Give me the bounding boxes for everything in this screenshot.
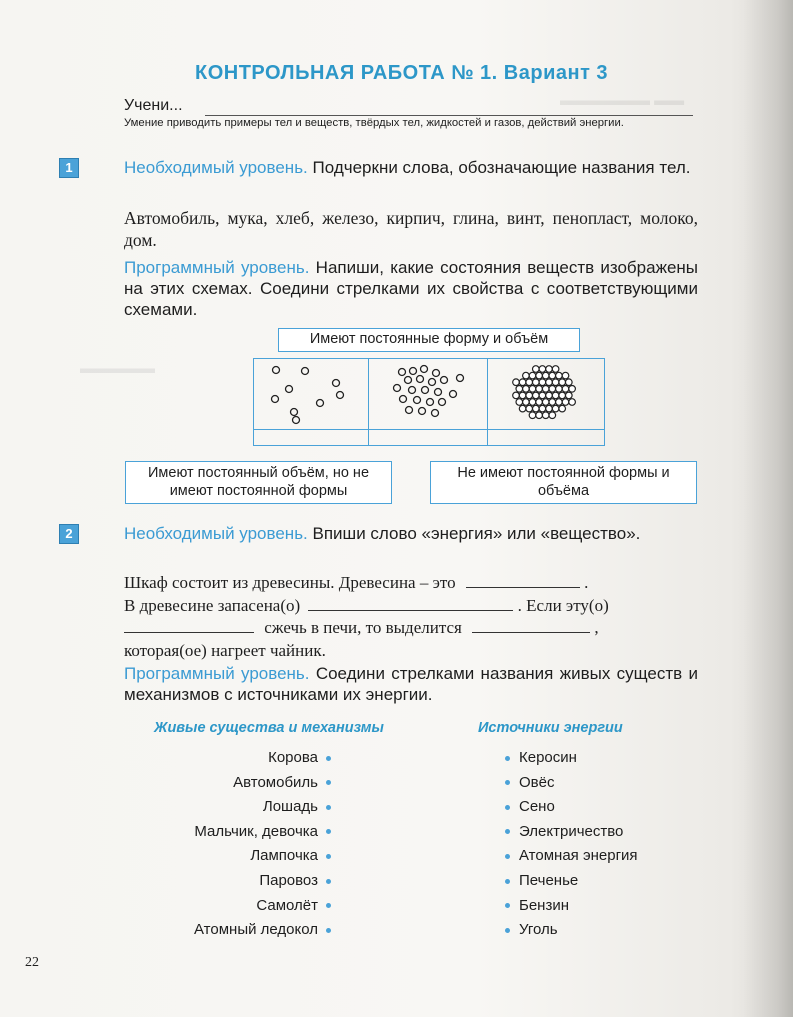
answer-blank[interactable] xyxy=(124,617,254,633)
list-item-label: Уголь xyxy=(519,921,558,939)
list-item[interactable] xyxy=(194,918,331,943)
instruction-text: Соедини стрелками названия живых существ и механизмов с источниками их энергии. xyxy=(124,664,698,704)
answer-blank[interactable] xyxy=(472,617,590,633)
connector-dot[interactable] xyxy=(326,879,331,884)
task2-level2-instruction xyxy=(124,663,698,705)
connector-dot[interactable] xyxy=(505,854,510,859)
connector-dot[interactable] xyxy=(326,903,331,908)
connector-dot[interactable] xyxy=(326,756,331,761)
sources-list xyxy=(505,746,638,943)
list-item[interactable] xyxy=(505,918,638,943)
task1-level2-instruction xyxy=(124,257,698,320)
answer-blank[interactable] xyxy=(308,595,513,611)
list-item-label: Самолёт xyxy=(256,896,318,914)
level-label: Программный уровень. xyxy=(124,664,310,683)
skill-note: Умение приводить примеры тел и веществ, твёрдых тел, жидкостей и газов, действий энергии. xyxy=(124,117,624,129)
sentence-text: , xyxy=(594,618,599,637)
task2-fill-sentences xyxy=(124,572,698,662)
page-number: 22 xyxy=(25,955,39,970)
property-box-liquid[interactable]: Имеют постоянный объём, но не имеют постоянной формы xyxy=(125,461,392,504)
list-item[interactable] xyxy=(505,795,638,820)
connector-dot[interactable] xyxy=(505,756,510,761)
page-fold-shadow xyxy=(743,0,793,1017)
list-item[interactable] xyxy=(505,820,638,845)
connector-dot[interactable] xyxy=(326,805,331,810)
liquid-scheme xyxy=(394,366,464,417)
list-item[interactable] xyxy=(194,894,331,919)
list-item[interactable] xyxy=(505,894,638,919)
connector-dot[interactable] xyxy=(505,903,510,908)
list-item-label: Автомобиль xyxy=(233,773,318,791)
level-label: Программный уровень. xyxy=(124,258,310,277)
connector-dot[interactable] xyxy=(326,780,331,785)
list-item[interactable] xyxy=(194,746,331,771)
sentence-text: . Если эту(о) xyxy=(517,595,609,615)
list-item[interactable] xyxy=(194,869,331,894)
solid-scheme xyxy=(513,366,576,419)
list-item-label: Печенье xyxy=(519,871,579,889)
list-item-label: Лошадь xyxy=(262,798,318,816)
instruction-text: Напиши, какие состояния веществ изображены на этих схемах. Соедини стрелками их свойства с соответствующими схемами. xyxy=(124,258,699,319)
list-item[interactable] xyxy=(194,795,331,820)
list-item-label: Сено xyxy=(519,798,555,816)
level-label: Необходимый уровень. xyxy=(124,524,308,543)
particle-diagrams xyxy=(254,359,604,429)
property-box-solid[interactable]: Имеют постоянные форму и объём xyxy=(278,328,580,352)
list-item-label: Атомная энергия xyxy=(519,847,638,865)
property-box-gas[interactable]: Не имеют постоянной формы и объёма xyxy=(430,461,697,504)
column-header-sources: Источники энергии xyxy=(478,720,623,736)
connector-dot[interactable] xyxy=(505,805,510,810)
list-item-label: Корова xyxy=(268,749,318,766)
task-number-badge: 1 xyxy=(59,158,79,178)
list-item-label: Лампочка xyxy=(250,847,318,865)
list-item[interactable] xyxy=(505,746,638,771)
list-item-label: Паровоз xyxy=(259,871,318,889)
column-header-beings: Живые существа и механизмы xyxy=(154,720,384,736)
sentence-text: которая(ое) нагреет чайник. xyxy=(124,640,326,660)
connector-dot[interactable] xyxy=(505,780,510,785)
list-item[interactable] xyxy=(505,869,638,894)
list-item-label: Овёс xyxy=(519,773,555,791)
connector-dot[interactable] xyxy=(326,854,331,859)
gas-scheme xyxy=(272,367,344,424)
answer-blank[interactable] xyxy=(466,572,580,588)
list-item-label: Бензин xyxy=(519,896,570,914)
task-number-badge: 2 xyxy=(59,524,79,544)
connector-dot[interactable] xyxy=(505,928,510,933)
sentence-text: Шкаф состоит из древесины. Древесина – это xyxy=(124,573,456,592)
beings-list xyxy=(194,746,331,943)
connector-dot[interactable] xyxy=(505,829,510,834)
list-item[interactable] xyxy=(194,820,331,845)
matter-state-schemes xyxy=(253,358,605,446)
connector-dot[interactable] xyxy=(326,928,331,933)
list-item-label: Керосин xyxy=(519,749,577,766)
bleed-through-text: ▬▬▬▬▬▬ ▬▬ xyxy=(560,92,685,109)
task2-level1-instruction xyxy=(124,523,698,544)
instruction-text: Подчеркни слова, обозначающие названия тел. xyxy=(312,158,691,177)
connector-dot[interactable] xyxy=(505,879,510,884)
bleed-through-text: ▬▬▬▬▬ xyxy=(80,360,155,377)
list-item[interactable] xyxy=(194,844,331,869)
list-item-label: Атомный ледокол xyxy=(194,921,318,939)
list-item[interactable] xyxy=(194,771,331,796)
instruction-text: Впиши слово «энергия» или «вещество». xyxy=(312,524,641,543)
list-item[interactable] xyxy=(505,771,638,796)
connector-dot[interactable] xyxy=(326,829,331,834)
sentence-text: В древесине запасена(о) xyxy=(124,595,301,615)
list-item-label: Электричество xyxy=(519,822,624,840)
student-name-label: Учени... xyxy=(124,97,183,114)
level-label: Необходимый уровень. xyxy=(124,158,308,177)
page-title: КОНТРОЛЬНАЯ РАБОТА № 1. Вариант 3 xyxy=(195,62,609,84)
sentence-text: сжечь в печи, то выделится xyxy=(264,618,462,637)
task1-word-list[interactable]: Автомобиль, мука, хлеб, железо, кирпич, глина, винт, пенопласт, молоко, дом. xyxy=(124,208,698,250)
list-item-label: Мальчик, девочка xyxy=(194,822,318,840)
task1-level1-instruction xyxy=(124,157,698,178)
sentence-text: . xyxy=(584,573,589,592)
list-item[interactable] xyxy=(505,844,638,869)
